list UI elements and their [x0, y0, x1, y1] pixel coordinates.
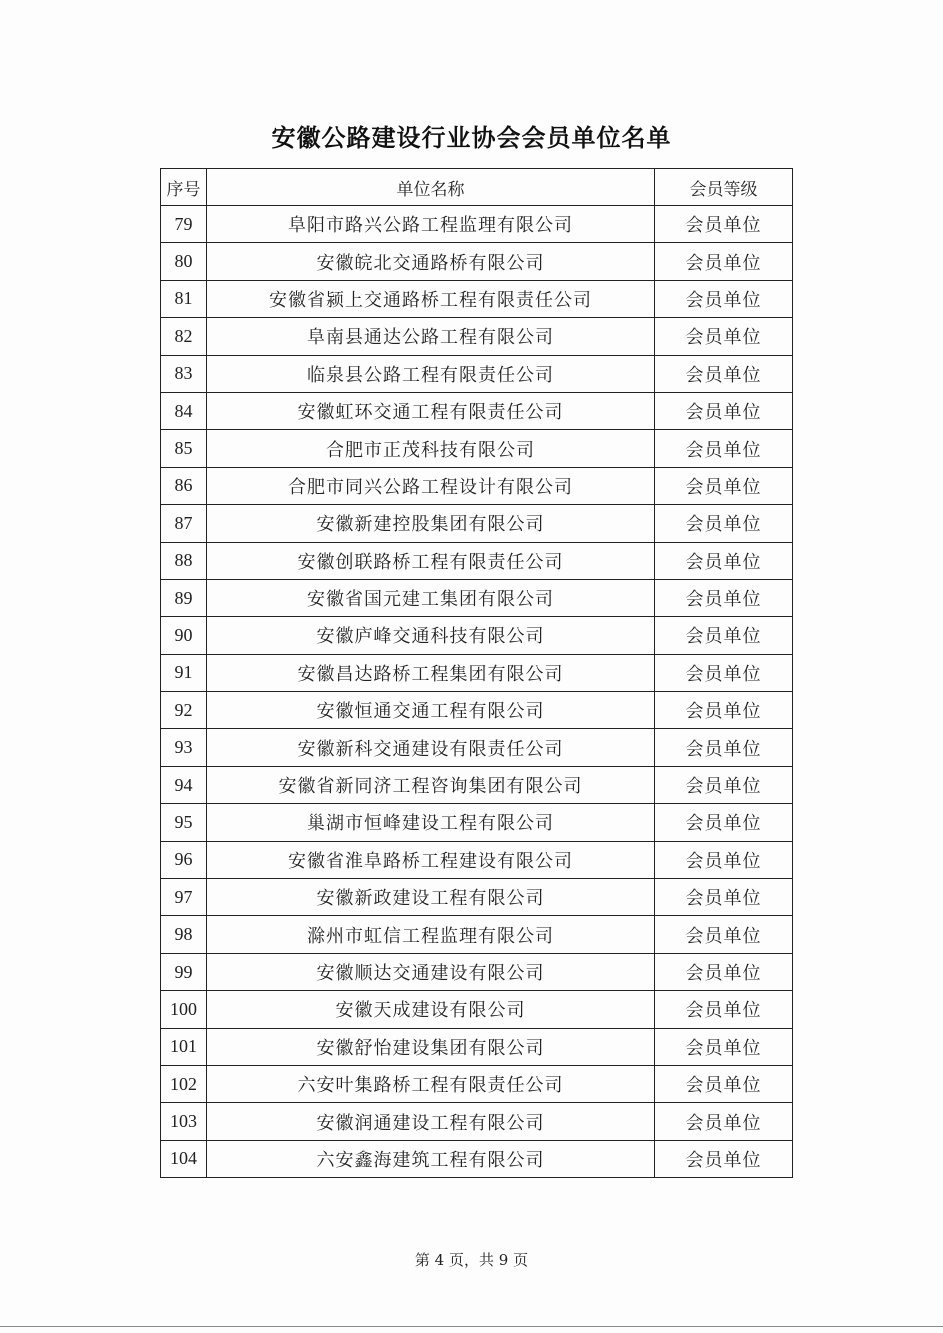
table-row	[161, 467, 793, 504]
row-unit-name: 阜阳市路兴公路工程监理有限公司	[207, 206, 655, 243]
row-unit-name: 临泉县公路工程有限责任公司	[207, 355, 655, 392]
row-unit-name: 安徽庐峰交通科技有限公司	[207, 617, 655, 654]
row-index: 82	[161, 318, 207, 355]
row-index: 91	[161, 654, 207, 691]
header-name: 单位名称	[207, 169, 655, 206]
row-index: 99	[161, 953, 207, 990]
row-member-level: 会员单位	[655, 542, 793, 579]
row-member-level: 会员单位	[655, 318, 793, 355]
row-member-level: 会员单位	[655, 280, 793, 317]
row-index: 100	[161, 991, 207, 1028]
row-member-level: 会员单位	[655, 841, 793, 878]
table-row	[161, 1028, 793, 1065]
row-index: 92	[161, 692, 207, 729]
table-body	[161, 206, 793, 1178]
row-unit-name: 安徽皖北交通路桥有限公司	[207, 243, 655, 280]
table-row	[161, 430, 793, 467]
row-index: 85	[161, 430, 207, 467]
table-row	[161, 1103, 793, 1140]
page-title: 安徽公路建设行业协会会员单位名单	[271, 124, 672, 152]
row-unit-name: 安徽省颍上交通路桥工程有限责任公司	[207, 280, 655, 317]
row-unit-name: 安徽润通建设工程有限公司	[207, 1103, 655, 1140]
table-row	[161, 729, 793, 766]
table-row	[161, 654, 793, 691]
table-row	[161, 953, 793, 990]
row-member-level: 会员单位	[655, 392, 793, 429]
row-index: 86	[161, 467, 207, 504]
row-unit-name: 安徽虹环交通工程有限责任公司	[207, 392, 655, 429]
row-member-level: 会员单位	[655, 505, 793, 542]
row-index: 104	[161, 1140, 207, 1177]
row-index: 90	[161, 617, 207, 654]
row-unit-name: 安徽省新同济工程咨询集团有限公司	[207, 766, 655, 803]
row-unit-name: 安徽省国元建工集团有限公司	[207, 579, 655, 616]
page-footer: 第 4 页，共 9 页	[414, 1251, 529, 1269]
row-member-level: 会员单位	[655, 1065, 793, 1102]
row-member-level: 会员单位	[655, 953, 793, 990]
bottom-divider	[0, 1326, 943, 1327]
table-row	[161, 841, 793, 878]
row-unit-name: 安徽天成建设有限公司	[207, 991, 655, 1028]
table-row	[161, 505, 793, 542]
table-row	[161, 243, 793, 280]
row-index: 89	[161, 579, 207, 616]
row-index: 81	[161, 280, 207, 317]
row-unit-name: 安徽昌达路桥工程集团有限公司	[207, 654, 655, 691]
row-index: 80	[161, 243, 207, 280]
row-member-level: 会员单位	[655, 243, 793, 280]
row-unit-name: 合肥市正茂科技有限公司	[207, 430, 655, 467]
row-index: 84	[161, 392, 207, 429]
table-row	[161, 542, 793, 579]
row-index: 103	[161, 1103, 207, 1140]
table-row	[161, 392, 793, 429]
table-row	[161, 804, 793, 841]
row-unit-name: 安徽恒通交通工程有限公司	[207, 692, 655, 729]
row-member-level: 会员单位	[655, 355, 793, 392]
row-unit-name: 六安叶集路桥工程有限责任公司	[207, 1065, 655, 1102]
row-unit-name: 安徽省淮阜路桥工程建设有限公司	[207, 841, 655, 878]
table-row	[161, 280, 793, 317]
table-row	[161, 879, 793, 916]
row-index: 87	[161, 505, 207, 542]
row-unit-name: 巢湖市恒峰建设工程有限公司	[207, 804, 655, 841]
row-index: 102	[161, 1065, 207, 1102]
row-member-level: 会员单位	[655, 991, 793, 1028]
row-member-level: 会员单位	[655, 617, 793, 654]
row-member-level: 会员单位	[655, 467, 793, 504]
row-member-level: 会员单位	[655, 206, 793, 243]
row-unit-name: 安徽顺达交通建设有限公司	[207, 953, 655, 990]
table-row	[161, 355, 793, 392]
table-row	[161, 766, 793, 803]
table-row	[161, 206, 793, 243]
row-index: 83	[161, 355, 207, 392]
row-member-level: 会员单位	[655, 766, 793, 803]
row-unit-name: 安徽新科交通建设有限责任公司	[207, 729, 655, 766]
row-index: 101	[161, 1028, 207, 1065]
row-unit-name: 安徽创联路桥工程有限责任公司	[207, 542, 655, 579]
row-member-level: 会员单位	[655, 1103, 793, 1140]
row-member-level: 会员单位	[655, 879, 793, 916]
row-unit-name: 合肥市同兴公路工程设计有限公司	[207, 467, 655, 504]
row-member-level: 会员单位	[655, 654, 793, 691]
row-index: 95	[161, 804, 207, 841]
table-row	[161, 991, 793, 1028]
row-member-level: 会员单位	[655, 1140, 793, 1177]
row-member-level: 会员单位	[655, 692, 793, 729]
header-index: 序号	[161, 169, 207, 206]
row-index: 79	[161, 206, 207, 243]
row-unit-name: 六安鑫海建筑工程有限公司	[207, 1140, 655, 1177]
row-member-level: 会员单位	[655, 729, 793, 766]
row-index: 96	[161, 841, 207, 878]
row-unit-name: 安徽新建控股集团有限公司	[207, 505, 655, 542]
member-table	[160, 168, 793, 1178]
table-row	[161, 1065, 793, 1102]
row-member-level: 会员单位	[655, 916, 793, 953]
row-unit-name: 滁州市虹信工程监理有限公司	[207, 916, 655, 953]
row-index: 97	[161, 879, 207, 916]
header-level: 会员等级	[655, 169, 793, 206]
row-unit-name: 安徽新政建设工程有限公司	[207, 879, 655, 916]
row-unit-name: 阜南县通达公路工程有限公司	[207, 318, 655, 355]
table-row	[161, 692, 793, 729]
table-row	[161, 579, 793, 616]
row-index: 94	[161, 766, 207, 803]
row-unit-name: 安徽舒怡建设集团有限公司	[207, 1028, 655, 1065]
row-member-level: 会员单位	[655, 430, 793, 467]
row-member-level: 会员单位	[655, 804, 793, 841]
table-row	[161, 1140, 793, 1177]
table-header-row	[161, 169, 793, 206]
table-row	[161, 916, 793, 953]
row-index: 93	[161, 729, 207, 766]
table-row	[161, 617, 793, 654]
row-member-level: 会员单位	[655, 579, 793, 616]
row-index: 98	[161, 916, 207, 953]
row-index: 88	[161, 542, 207, 579]
row-member-level: 会员单位	[655, 1028, 793, 1065]
table-row	[161, 318, 793, 355]
